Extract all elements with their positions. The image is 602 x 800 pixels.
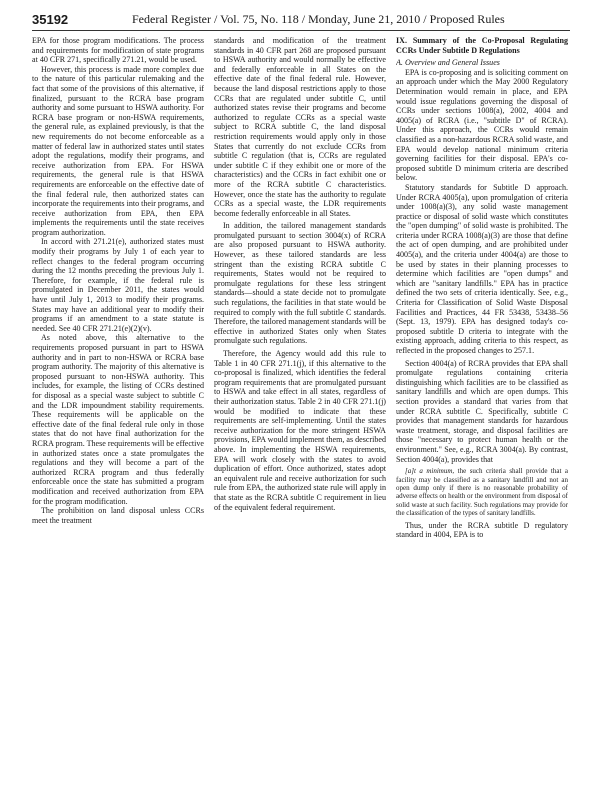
paragraph: Thus, under the RCRA subtitle D regulatory standard in 4004, EPA is to <box>396 520 568 540</box>
quote-text: the such criteria shall provide that a facility may be classified as a sanitary landfill and not an open dump only if there is no reasonable probability of adverse effects on health or the environment from disposal of solid waste at such facility. Such regulations may provide for the classification of the types of sanitary landfills. <box>396 467 568 518</box>
paragraph: Section 4004(a) of RCRA provides that EPA shall promulgate regulations containing criteria distinguishing which facilities are to be classified as sanitary landfills and which are open dumps. This section provides a standard that varies from that under RCRA subtitle C. Specifically, subtitle C provides that management standards for hazardous waste treatment, storage, and disposal facilities are those "necessary to protect human health or the environment." See, e.g., RCRA 3004(a). By contrast, Section 4004(a), provides that <box>396 358 568 464</box>
subsection-heading: A. Overview and General Issues <box>396 58 500 68</box>
column-left <box>32 36 204 788</box>
paragraph: standards and modification of the treatment standards in 40 CFR part 268 are proposed pursuant to HSWA authority and would normally be effective and federally enforceable in all States on the effective date of the final federal rule. However, because the land disposal restrictions apply to those CCRs that are regulated under subtitle C, until authorized states revise their programs and become authorized to regulate CCRs as a special waste subject to RCRA subtitle C, the land disposal restriction requirements would apply only in those States that currently do not exclude CCRs from subtitle C regulation (that is, CCRs are regulated under subtitle C if they exhibit one or more of the characteristics) and the CCRs in fact exhibit one or more of the RCRA subtitle C characteristics. However, once the state has the authority to regulate CCRs as a special waste, the LDR requirements become federally enforceable in all States. <box>214 36 386 218</box>
column-right <box>396 36 568 788</box>
paragraph: Therefore, the Agency would add this rule to Table 1 in 40 CFR 271.1(j), if this alternative to the co-proposal is finalized, which identifies the federal program requirements that are promulgated pursuant to HSWA and take effect in all states, regardless of their authorization status. Table 2 in 40 CFR 271.1(j) would be modified to indicate that these requirements are self-implementing. Until the states receive authorization for the more stringent HSWA provisions, EPA would implement them, as described above. In implementing the HSWA requirements, EPA will work closely with the states to avoid duplication of effort. Once authorized, states adopt an equivalent rule and receive authorization for such rule from EPA, the authorized state rule will apply in that state as the RCRA subtitle C requirement in lieu of the equivalent federal requirement. <box>214 349 386 512</box>
page-number: 35192 <box>32 12 69 27</box>
paragraph: EPA is co-proposing and is soliciting comment on an approach under which the May 2000 Regulatory Determination would remain in place, and EPA would issue regulations governing the disposal of CCRs under sections 1008(a), 2002, 4004 and 4005(a) of RCRA (i.e., "subtitle D" of RCRA). Under this approach, the CCRs would remain classified as a non-hazardous RCRA solid waste, and EPA would develop national minimum criteria governing facilities for their disposal. EPA's co-proposed subtitle D minimum criteria are described below. <box>396 67 568 183</box>
block-quote <box>396 467 568 517</box>
paragraph: However, this process is made more complex due to the nature of this particular rulemaking and the fact that some of the provisions of this alternative, if finalized, pursuant to the RCRA base program authority and some pursuant to HSWA authority. For RCRA base program or non-HSWA requirements, the general rule, as explained previously, is that the new requirements do not become enforceable as a matter of federal law in authorized states until states adopt the regulations, modify their programs, and receive authorization from EPA. For HSWA requirements, the general rule is that HSWA requirements are enforceable on the effective date of the final federal rule, then authorized states can incorporate the requirements into their programs, and receive authorization from EPA, then EPA implements the requirements until the state receives program authorization. <box>32 64 204 237</box>
column-middle <box>214 36 386 788</box>
paragraph: In addition, the tailored management standards promulgated pursuant to section 3004(x) of RCRA are also proposed pursuant to HSWA authority. However, as these tailored standards are less stringent than the existing RCRA subtitle C requirements, States would not be required to promulgate regulations for these less stringent standards—should a state decide not to promulgate such regulations, the facilities in that state would be required to comply with the full subtitle C standards. Therefore, the tailored management standards will be effective in authorized States only when States promulgate such regulations. <box>214 221 386 346</box>
quote-lead: [a]t a minimum, <box>405 467 455 476</box>
paragraph: In accord with 271.21(e), authorized states must modify their programs by July 1 of each year to reflect changes to the federal program occurring during the 12 months preceding the previous July 1. Therefore, for example, if the federal rule is promulgated in December 2011, the states would have until July 1, 2013 to modify their programs. States may have an additional year to modify their programs if an amendment to a state statute is needed. See 40 CFR 271.21(e)(2)(v). <box>32 237 204 333</box>
paragraph: EPA for those program modifications. The process and requirements for modification of state programs at 40 CFR 271, specifically 271.21, would be used. <box>32 36 204 65</box>
header-rule <box>32 30 570 31</box>
paragraph: As noted above, this alternative to the requirements proposed pursuant in part to HSWA authority and in part to non-HSWA or RCRA base program authority. The majority of this alternative is proposed pursuant to non-HSWA authority. This includes, for example, the listing of CCRs destined for disposal as a special waste subject to subtitle C and the LDR impoundment stability requirements. These requirements will be applicable on the effective date of the final federal rule only in those states that do not have final authorization for the RCRA program. These requirements will be effective in authorized states once a state promulgates the regulations and they will become a part of the authorized RCRA program and thus federally enforceable once the state has submitted a program modification and received authorization from EPA for the program modification. <box>32 333 204 506</box>
page-header <box>32 12 570 28</box>
section-heading: IX. Summary of the Co-Proposal Regulating CCRs Under Subtitle D Regulations <box>396 36 568 55</box>
paragraph: The prohibition on land disposal unless CCRs meet the treatment <box>32 506 204 525</box>
paragraph: Statutory standards for Subtitle D approach. Under RCRA 4005(a), upon promulgation of criteria under 1008(a)(3), any solid waste management practice or disposal of solid waste which constitutes the "open dumping" of solid waste is prohibited. The criteria under RCRA 1008(a)(3) are those that define the act of open dumping, and are prohibited under 4005(a), and the criteria under 4004(a) are those to be used by states in their planning processes to determine which facilities are "open dumps" and which are "sanitary landfills." EPA has in practice defined the two sets of criteria identically. See, e.g., Criteria for Classification of Solid Waste Disposal Facilities and Practices, 44 FR 53438, 53438–56 (Sept. 13, 1979). EPA has designed today's co-proposed subtitle D criteria to integrate with the existing approach, adding criteria to this respect, as reflected in the proposed changes to 257.1. <box>396 182 568 355</box>
running-head: Federal Register / Vol. 75, No. 118 / Monday, June 21, 2010 / Proposed Rules <box>132 12 505 26</box>
